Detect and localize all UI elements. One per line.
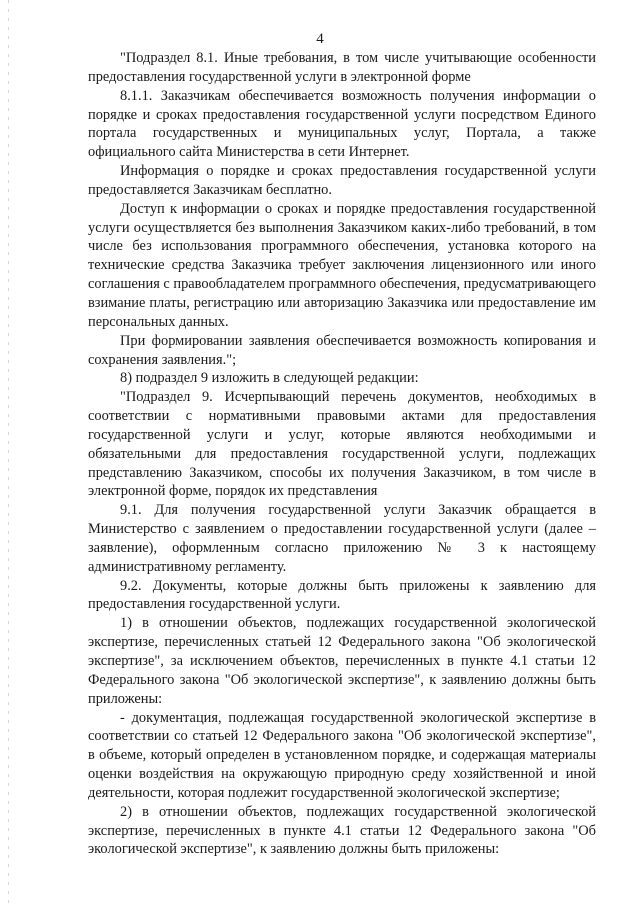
paragraph-info-free: Информация о порядке и сроках предоставления государственной услуги предоставляется Заказчикам бесплатно.	[88, 163, 596, 198]
paragraph-list-item-2: 2) в отношении объектов, подлежащих государственной экологической экспертизе, перечисленных в пункте 4.1 статьи 12 Федерального закона "Об экологической экспертизе", к заявлению должны быть приложены:	[88, 803, 596, 858]
paragraph-8-1-1: 8.1.1. Заказчикам обеспечивается возможность получения информации о порядке и сроках предоставления государственной услуги посредством Единого портала государственных и муниципальных услуг, Портала, а также официального сайта Министерства в сети Интернет.	[88, 87, 596, 161]
paragraph-item-8: 8) подраздел 9 изложить в следующей редакции:	[120, 370, 419, 387]
paragraph-9-2: 9.2. Документы, которые должны быть приложены к заявлению для предоставления государственной услуги.	[88, 577, 596, 613]
paragraph-documentation-bullet: - документация, подлежащая государственной экологической экспертизе в соответствии со статьей 12 Федерального закона "Об экологической экспертизе", в объеме, который определен в установленном порядке, и содержащая материалы оценки воздействия на окружающую природную среду хозяйственной и иной деятельности, которая подлежит государственной экологической экспертизе;	[88, 709, 596, 801]
paragraph-copy-save: При формировании заявления обеспечивается возможность копирования и сохранения заявления.";	[88, 332, 596, 368]
paragraph-9-1: 9.1. Для получения государственной услуги Заказчик обращается в Министерство с заявлением о предоставлении государственной услуги (далее – заявление), оформленным согласно приложению № 3 к настоящему административному регламенту.	[88, 502, 596, 575]
paragraph-list-item-1: 1) в отношении объектов, подлежащих государственной экологической экспертизе, перечисленных статьей 12 Федерального закона "Об экологической экспертизе", за исключением объектов, перечисленных в пункте 4.1 статьи 12 Федерального закона "Об экологической экспертизе", к заявлению должны быть приложены:	[88, 615, 596, 707]
paragraph-access-info: Доступ к информации о сроках и порядке предоставления государственной услуги осуществляется без выполнения Заказчиком каких-либо требований, в том числе без использования программного обеспечения, установка которого на технические средства Заказчика требует заключения лицензионного или иного соглашения с правообладателем программного обеспечения, предусматривающего взимание платы, регистрацию или авторизацию Заказчика или предоставление им персональных данных.	[88, 200, 596, 330]
document-body	[88, 49, 596, 859]
paragraph-subsection-8-1-heading: "Подраздел 8.1. Иные требования, в том числе учитывающие особенности предоставления государственной услуги в электронной форме	[88, 50, 596, 85]
scan-edge	[8, 0, 9, 905]
page-number: 4	[316, 31, 324, 47]
paragraph-subsection-9-heading: "Подраздел 9. Исчерпывающий перечень документов, необходимых в соответствии с нормативными правовыми актами для предоставления государственной услуги и услуг, которые являются необходимыми и обязательными для предоставления государственной услуги, подлежащих представлению Заказчиком, способы их получения Заказчиком, в том числе в электронной форме, порядок их представления	[88, 389, 596, 500]
